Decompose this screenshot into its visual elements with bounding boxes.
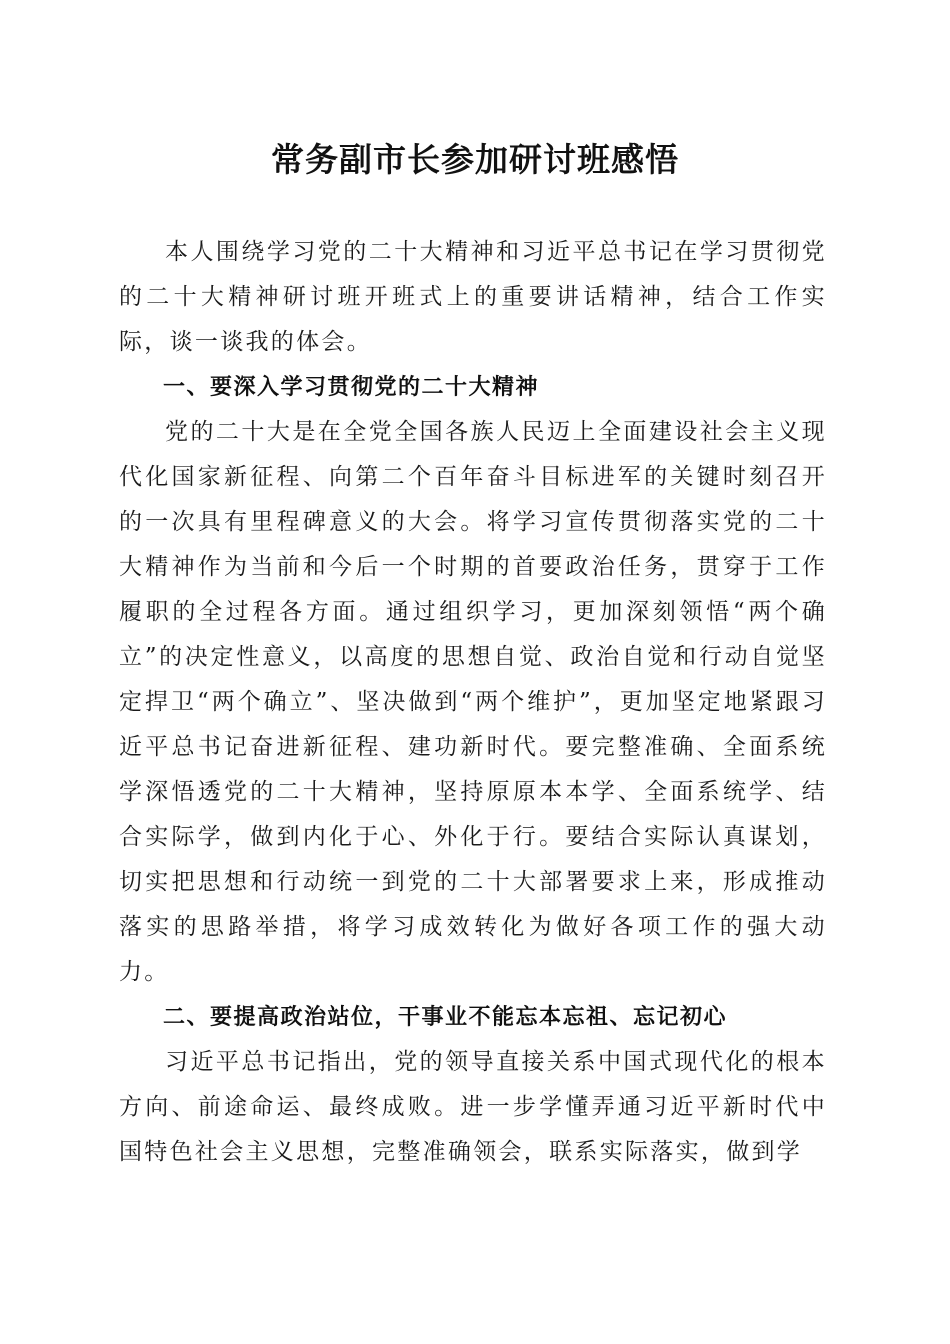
- section-1-paragraph: 党的二十大是在全党全国各族人民迈上全面建设社会主义现代化国家新征程、向第二个百年奋斗目标进军的关键时刻召开的一次具有里程碑意义的大会。将学习宣传贯彻落实党的二十大精神作为当前和今后一个时期的首要政治任务，贯穿于工作履职的全过程各方面。通过组织学习，更加深刻领悟“两个确立”的决定性意义，以高度的思想自觉、政治自觉和行动自觉坚定捍卫“两个确立”、坚决做到“两个维护”，更加坚定地紧跟习近平总书记奋进新征程、建功新时代。要完整准确、全面系统学深悟透党的二十大精神，坚持原原本本学、全面系统学、结合实际学，做到内化于心、外化于行。要结合实际认真谋划，切实把思想和行动统一到党的二十大部署要求上来，形成推动落实的思路举措，将学习成效转化为做好各项工作的强大动力。: [119, 419, 827, 985]
- document-body: [119, 230, 827, 1175]
- intro-paragraph: 本人围绕学习党的二十大精神和习近平总书记在学习贯彻党的二十大精神研讨班开班式上的重要讲话精神，结合工作实际，谈一谈我的体会。: [119, 239, 827, 355]
- section-1-heading: 一、要深入学习贯彻党的二十大精神: [163, 375, 540, 400]
- section-2-paragraph: 习近平总书记指出，党的领导直接关系中国式现代化的根本方向、前途命运、最终成败。进一步学懂弄通习近平新时代中国特色社会主义思想，完整准确领会，联系实际落实，做到学: [119, 1049, 827, 1165]
- document-title: 常务副市长参加研讨班感悟: [271, 140, 679, 179]
- section-2-heading: 二、要提高政治站位，干事业不能忘本忘祖、忘记初心: [163, 1005, 728, 1030]
